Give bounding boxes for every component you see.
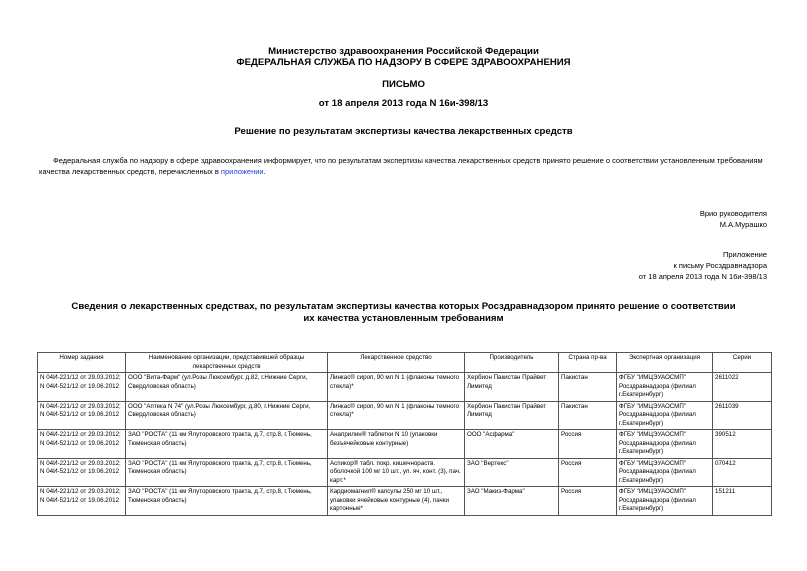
cell-country: Россия (559, 487, 617, 516)
appendix-title: Сведения о лекарственных средствах, по результатам экспертизы качества которых Росздравнадзором принято решение о соответствии их качества установленным требованиям (71, 301, 736, 324)
cell-medicine: Линкас® сироп, 90 мл N 1 (флаконы темного стекла)* (328, 373, 465, 402)
cell-series: 151211 (713, 487, 772, 516)
cell-manufacturer: Хербион Пакистан Прайвет Лимитед (465, 373, 559, 402)
cell-expert-org: ФГБУ "ИМЦЭУАОСМП" Росздравнадзора (филиал г.Екатеринбург) (617, 373, 713, 402)
cell-organization: ЗАО "РОСТА" (11 км Ялуторовского тракта, д.7, стр.8, г.Тюмень, Тюменская область) (126, 430, 328, 459)
cell-expert-org: ФГБУ "ИМЦЭУАОСМП" Росздравнадзора (филиал г.Екатеринбург) (617, 458, 713, 487)
col-expert-org: Экспертная организация (617, 353, 713, 373)
col-organization: Наименование организации, представившей образцы лекарственных средств (126, 353, 328, 373)
ministry-name: Министерство здравоохранения Российской Федерации (268, 46, 539, 57)
cell-medicine: Линкас® сироп, 90 мл N 1 (флаконы темного стекла)* (328, 401, 465, 430)
col-manufacturer: Производитель (465, 353, 559, 373)
appendix-ref-line1: Приложение (723, 250, 767, 259)
col-country: Страна пр-ва (559, 353, 617, 373)
appendix-reference (639, 249, 767, 282)
table-row (38, 401, 772, 430)
table-row (38, 373, 772, 402)
cell-task-number: N 04И-221/12 от 29.03.2012; N 04И-521/12 от 19.06.2012 (38, 458, 126, 487)
cell-series: 070412 (713, 458, 772, 487)
agency-name: ФЕДЕРАЛЬНАЯ СЛУЖБА ПО НАДЗОРУ В СФЕРЕ ЗДРАВООХРАНЕНИЯ (236, 57, 571, 68)
appendix-link[interactable]: приложении (220, 167, 264, 176)
cell-country: Пакистан (559, 401, 617, 430)
signature-position: Врио руководителя (699, 209, 767, 218)
document-date-number: от 18 апреля 2013 года N 16и-398/13 (318, 98, 489, 109)
main-paragraph (39, 155, 765, 177)
cell-medicine: Кардиомагнил® капсулы 250 мг 10 шт., упаковки ячейковые контурные (4), пачки картонные* (328, 487, 465, 516)
cell-manufacturer: Хербион Пакистан Прайвет Лимитед (465, 401, 559, 430)
cell-country: Россия (559, 458, 617, 487)
cell-expert-org: ФГБУ "ИМЦЭУАОСМП" Росздравнадзора (филиал г.Екатеринбург) (617, 401, 713, 430)
table-row (38, 430, 772, 459)
main-paragraph-end: . (263, 167, 266, 176)
document-type: ПИСЬМО (382, 79, 425, 90)
appendix-ref-line3: от 18 апреля 2013 года N 16и-398/13 (638, 272, 767, 281)
cell-task-number: N 04И-221/12 от 29.03.2012; N 04И-521/12 от 19.06.2012 (38, 487, 126, 516)
cell-manufacturer: ЗАО "Макиз-Фарма" (465, 487, 559, 516)
appendix-ref-line2: к письму Росздравнадзора (673, 261, 767, 270)
main-paragraph-text: Федеральная служба по надзору в сфере здравоохранения информирует, что по результатам экспертизы качества лекарственных средств принято решение о соответствии установленным требованиям качества лекарственных средств, перечисленных в (39, 156, 763, 176)
cell-organization: ЗАО "РОСТА" (11 км Ялуторовского тракта, д.7, стр.8, г.Тюмень, Тюменская область) (126, 487, 328, 516)
cell-series: 2611022 (713, 373, 772, 402)
table-row (38, 458, 772, 487)
cell-task-number: N 04И-221/12 от 29.03.2012; N 04И-521/12 от 19.06.2012 (38, 430, 126, 459)
cell-task-number: N 04И-221/12 от 29.03.2012; N 04И-521/12 от 19.06.2012 (38, 373, 126, 402)
signature-block (700, 208, 767, 230)
document-subject: Решение по результатам экспертизы качества лекарственных средств (234, 126, 573, 137)
cell-country: Россия (559, 430, 617, 459)
cell-organization: ЗАО "РОСТА" (11 км Ялуторовского тракта, д.7, стр.8, г.Тюмень, Тюменская область) (126, 458, 328, 487)
cell-organization: ООО "Вита-Фарм" (ул.Розы Люксембург, д.82, г.Нижние Серги, Свердловская область) (126, 373, 328, 402)
cell-manufacturer: ЗАО "Вертекс" (465, 458, 559, 487)
cell-medicine: Анаприлин® таблетки N 10 (упаковки безъячейковые контурные) (328, 430, 465, 459)
medicines-table (37, 352, 772, 516)
cell-task-number: N 04И-221/12 от 29.03.2012; N 04И-521/12 от 19.06.2012 (38, 401, 126, 430)
cell-expert-org: ФГБУ "ИМЦЭУАОСМП" Росздравнадзора (филиал г.Екатеринбург) (617, 487, 713, 516)
cell-manufacturer: ООО "Асфарма" (465, 430, 559, 459)
col-task-number: Номер задания (38, 353, 126, 373)
signature-name: М.А.Мурашко (719, 220, 767, 229)
col-medicine: Лекарственное средство (328, 353, 465, 373)
col-series: Серии (713, 353, 772, 373)
table-header-row (38, 353, 772, 373)
cell-expert-org: ФГБУ "ИМЦЭУАОСМП" Росздравнадзора (филиал г.Екатеринбург) (617, 430, 713, 459)
cell-organization: ООО "Аптека N 74" (ул.Розы Люксембург, д.80, г.Нижние Серги, Свердловская область) (126, 401, 328, 430)
cell-series: 390512 (713, 430, 772, 459)
cell-country: Пакистан (559, 373, 617, 402)
cell-series: 2611039 (713, 401, 772, 430)
table-row (38, 487, 772, 516)
cell-medicine: Аспикор® табл. покр. кишечнораств. оболочкой 100 мг 10 шт., уп. яч. конт. (3), пач. карт.* (328, 458, 465, 487)
